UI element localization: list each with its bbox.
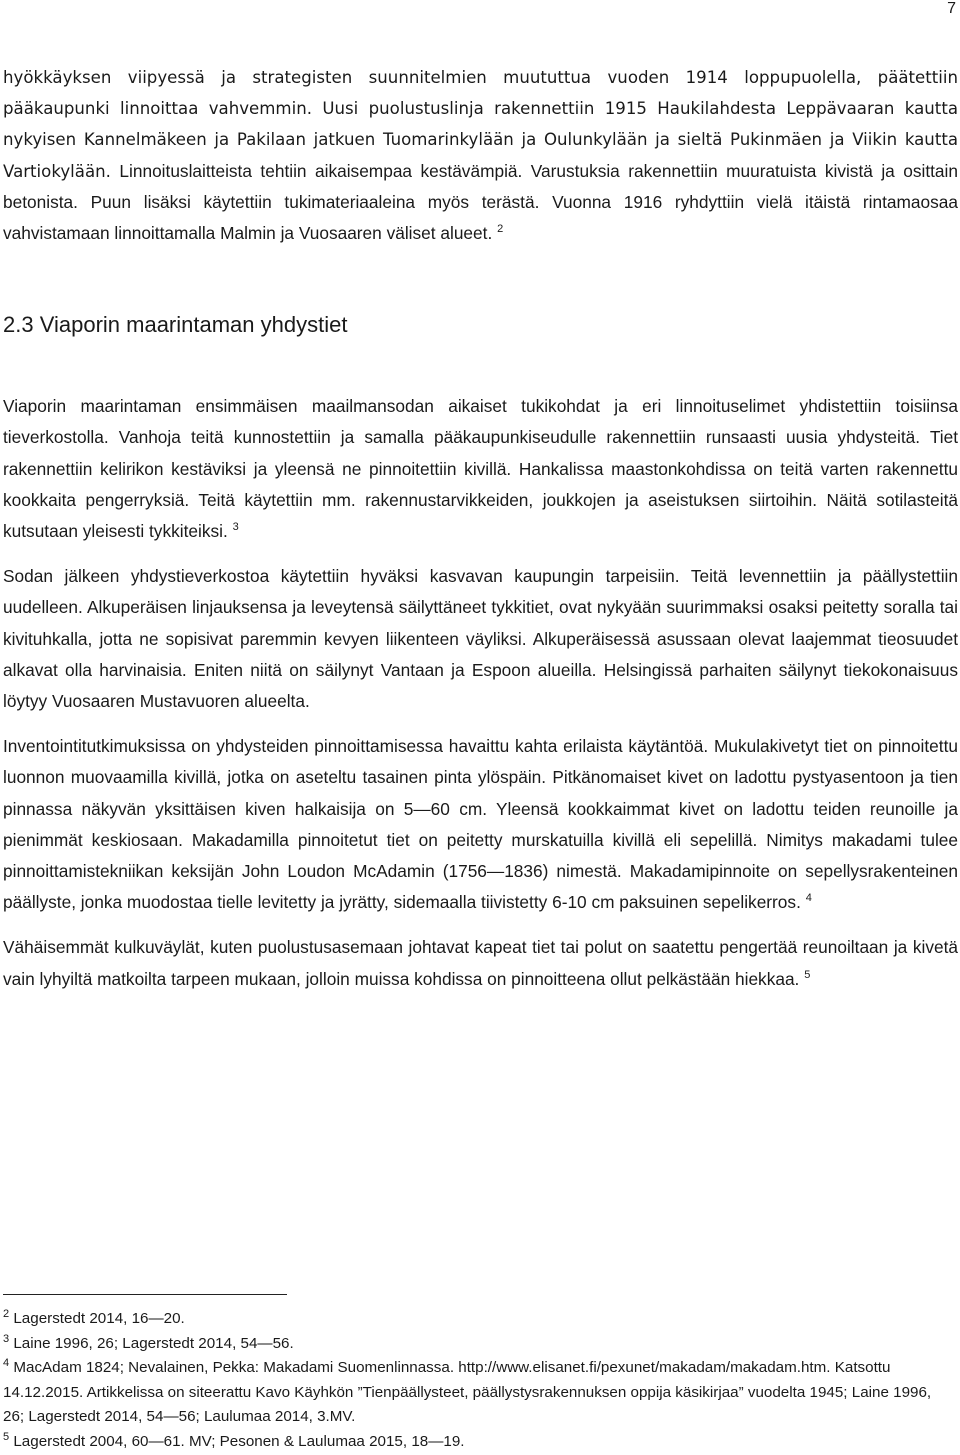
footnote-text: Laine 1996, 26; Lagerstedt 2014, 54—56. bbox=[13, 1334, 294, 1352]
document-body bbox=[3, 62, 958, 995]
footnote-text: Lagerstedt 2014, 16—20. bbox=[13, 1310, 185, 1327]
footnote-ref-4[interactable]: 4 bbox=[805, 892, 812, 905]
footnote-number: 2 bbox=[3, 1307, 10, 1320]
paragraph-minor-paths bbox=[3, 932, 958, 994]
paragraph-fortification bbox=[3, 62, 958, 249]
page-number: 7 bbox=[947, 0, 956, 17]
footnote-divider bbox=[3, 1294, 287, 1295]
footnotes bbox=[3, 1307, 941, 1455]
footnote-ref-3[interactable]: 3 bbox=[232, 521, 239, 534]
footnote-number: 3 bbox=[3, 1332, 10, 1345]
section-heading: 2.3 Viaporin maarintaman yhdystiet bbox=[3, 312, 348, 338]
footnote-4 bbox=[3, 1356, 941, 1430]
paragraph-road-network bbox=[3, 391, 958, 547]
paragraph-paving bbox=[3, 731, 958, 918]
paragraph-fortification-part-b: Linnoituslaitteista tehtiin aikaisempaa kestävämpiä. Varustuksia rakennettiin muuratuista kivistä ja osittain betonista. Puun lisäksi käytettiin tukimateriaaleina myös terästä. Vuonna 1916 ryhdyttiin vielä itäistä rintamaosaa vahvistamaan linnoittamalla Malmin ja Vuosaaren väliset alueet. bbox=[3, 160, 958, 244]
footnote-text: MacAdam 1824; Nevalainen, Pekka: Makadami Suomenlinnassa. http://www.elisanet.fi/pexunet/makadam/makadam.htm. Katsottu 14.12.2015. Artikkelissa on siteerattu Kavo Käyhkön ”Tienpäällysteet, päällystysrakennuksen oppija käsikirjaa” vuodelta 1945; Laine 1996, 26; Lagerstedt 2014, 54—56; Laulumaa 2014, 3.MV. bbox=[3, 1359, 932, 1426]
paragraph-road-network-text: Viaporin maarintaman ensimmäisen maailmansodan aikaiset tukikohdat ja eri linnoituselimet yhdistettiin toisiinsa tieverkostolla. Vanhoja teitä kunnostettiin ja samalla pääkaupunkiseudulle rakennettiin runsaasti uusia yhdysteitä. Tiet rakennettiin kelirikon kestäviksi ja yleensä ne pinnoitettiin kivillä. Hankalissa maastonkohdissa on teitä varten rakennettu kookkaita pengerryksiä. Teitä käytettiin mm. rakennustarvikkeiden, joukkojen ja aseistuksen siirtoihin. Näitä sotilasteitä kutsutaan yleisesti tykkiteiksi. bbox=[3, 396, 958, 542]
footnote-5 bbox=[3, 1430, 941, 1455]
footnote-2 bbox=[3, 1307, 941, 1332]
footnote-3 bbox=[3, 1332, 941, 1357]
footnote-ref-5[interactable]: 5 bbox=[804, 968, 811, 981]
paragraph-paving-text: Inventointitutkimuksissa on yhdysteiden pinnoittamisessa havaittu kahta erilaista käytäntöä. Mukulakivetyt tiet on pinnoitettu luonnon muovaamilla kivillä, jotka on aseteltu tasainen pinta ylöspäin. Pitkänomaiset kivet on ladottu pystyasentoon ja tien pinnassa näkyvän yksittäisen kiven halkaisija on 5—60 cm. Yleensä kookkaimmat kivet on ladottu teiden reunoille ja pienimmät keskiosaan. Makadamilla pinnoitetut tiet on peitetty murskatuilla kivillä eli sepelillä. Nimitys makadami tulee pinnoittamistekniikan keksijän John Loudon McAdamin (1756—1836) nimestä. Makadamipinnoite on sepellysrakenteinen päällyste, jonka muodostaa tielle levitetty ja jyrätty, sidemaalla tiivistetty 6-10 cm paksuinen sepelikerros. bbox=[3, 736, 958, 913]
footnote-text: Lagerstedt 2004, 60—61. MV; Pesonen & Laulumaa 2015, 18—19. bbox=[13, 1432, 465, 1450]
paragraph-post-war bbox=[3, 561, 958, 717]
footnote-number: 5 bbox=[3, 1430, 10, 1443]
footnote-ref-2[interactable]: 2 bbox=[497, 223, 504, 236]
paragraph-post-war-text: Sodan jälkeen yhdystieverkostoa käytettiin hyväksi kasvavan kaupungin tarpeisiin. Teitä levennettiin ja päällystettiin uudelleen. Alkuperäisen linjauksensa ja leveytensä säilyttäneet tykkitiet, ovat nykyään suurimmaksi osaksi peitetty soralla tai kivituhkalla, jotta ne sopisivat paremmin kevyen liikenteen väyliksi. Alkuperäisessä asussaan olevat laajemmat tieosuudet alkavat olla harvinaisia. Eniten niitä on säilynyt Vantaan ja Espoon alueilla. Helsingissä parhaiten säilynyt tiekokonaisuus löytyy Vuosaaren Mustavuoren alueelta. bbox=[3, 566, 958, 712]
paragraph-fortification-part-a: hyökkäyksen viipyessä ja strategisten suunnitelmien muututtua vuoden 1914 loppupuolella, päätettiin pääkaupunki linnoittaa vahvemmin. Uusi puolustuslinja rakennettiin 1915 Haukilahdesta Leppävaaran kautta nykyisen Kannelmäkeen ja Pakilaan jatkuen Tuomarinkylään ja Oulunkylään ja sieltä Pukinmäen ja Viikin kautta Vartiokylään. bbox=[3, 68, 958, 181]
footnote-number: 4 bbox=[3, 1357, 10, 1370]
paragraph-minor-paths-text: Vähäisemmät kulkuväylät, kuten puolustusasemaan johtavat kapeat tiet tai polut on saatettu pengertää reunoiltaan ja kivetä vain lyhyiltä matkoilta tarpeen mukaan, jolloin muissa kohdissa on pinnoitteena ollut pelkästään hiekkaa. bbox=[3, 937, 958, 989]
